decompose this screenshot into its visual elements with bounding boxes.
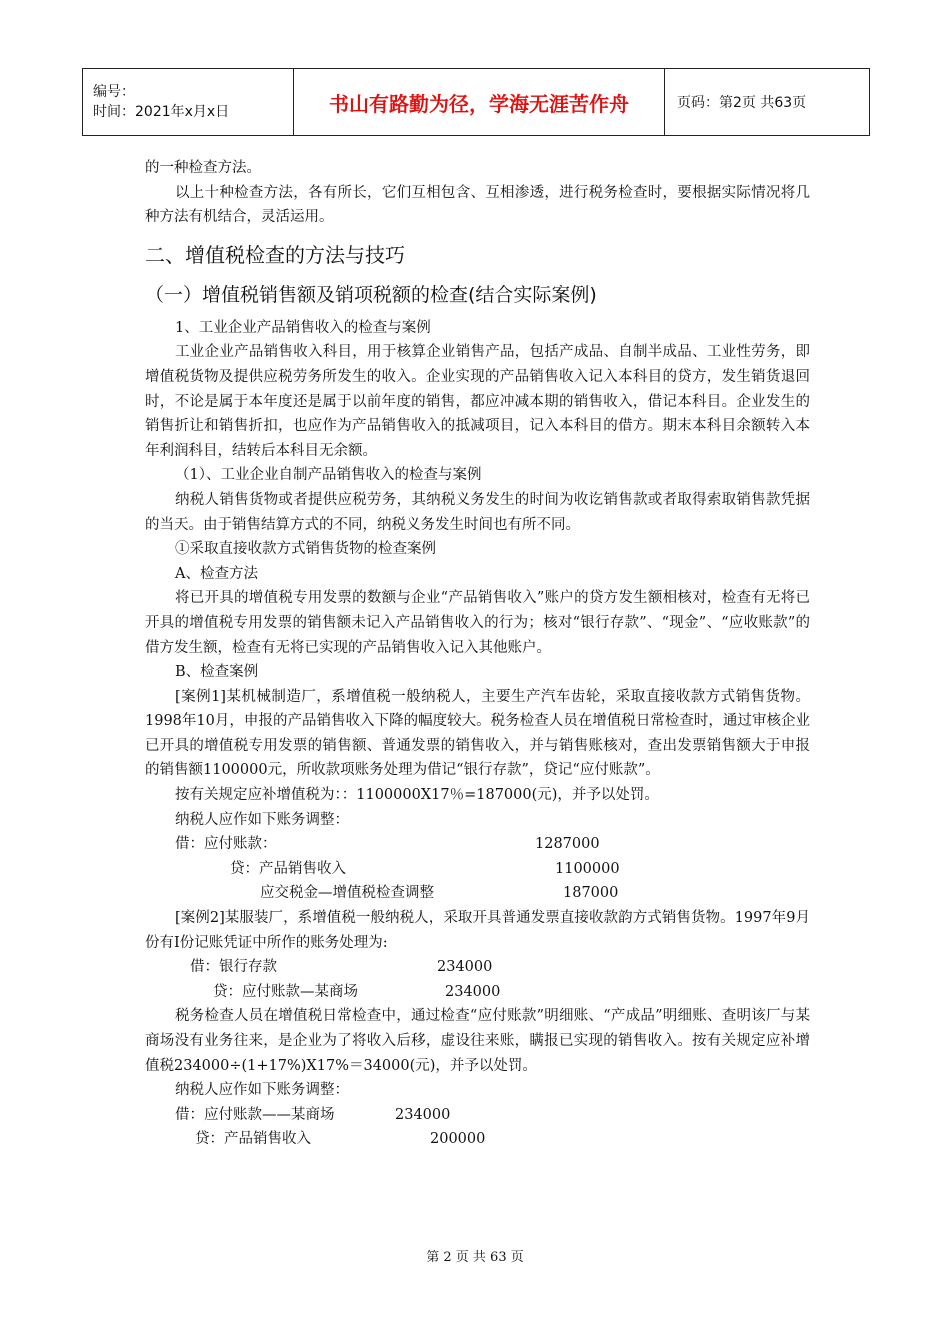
entry-label: 借：银行存款 xyxy=(190,959,277,976)
journal-entry-row xyxy=(145,832,810,857)
paragraph: 纳税人销售货物或者提供应税劳务，其纳税义务发生的时间为收讫销售款或者取得索取销售款凭据的当天。由于销售结算方式的不同，纳税义务发生时间也有所不同。 xyxy=(145,491,810,533)
item-heading: ①采取直接收款方式销售货物的检查案例 xyxy=(175,541,436,558)
paragraph: 按有关规定应补增值税为：：1100000X17％=187000(元)，并予以处罚。 xyxy=(175,787,659,804)
entry-amount: 200000 xyxy=(430,1131,486,1148)
header-motto: 书山有路勤为径，学海无涯苦作舟 xyxy=(294,69,665,136)
entry-amount: 234000 xyxy=(445,983,501,1000)
entry-label: 贷：产品销售收入 xyxy=(195,1131,311,1148)
paragraph: 将已开具的增值税专用发票的数额与企业“产品销售收入”账户的贷方发生额相核对，检查有无将已开具的增值税专用发票的销售额未记入产品销售收入的行为；核对“银行存款”、“现金”、“应收账款”的借方发生额，检查有无将已实现的产品销售收入记入其他账户。 xyxy=(145,590,810,656)
journal-entry-row xyxy=(145,857,810,882)
page-footer: 第 2 页 共 63 页 xyxy=(426,1250,524,1265)
entry-label: 应交税金—增值税检查调整 xyxy=(260,885,434,902)
entry-amount: 1287000 xyxy=(535,836,600,853)
journal-entry-row xyxy=(145,881,810,906)
entry-amount: 1100000 xyxy=(555,860,620,877)
document-body xyxy=(145,156,810,1152)
item-heading: （1）、工业企业自制产品销售收入的检查与案例 xyxy=(175,467,482,484)
paragraph: [案例1]某机械制造厂，系增值税一般纳税人，主要生产汽车齿轮，采取直接收款方式销售货物。1998年10月，申报的产品销售收入下降的幅度较大。税务检查人员在增值税日常检查时，通过审核企业已开具的增值税专用发票的销售额、普通发票的销售收入，并与销售账核对，查出发票销售额大于申报的销售额1100000元，所收款项账务处理为借记“银行存款”，贷记“应付账款”。 xyxy=(145,688,810,779)
entry-amount: 234000 xyxy=(437,959,493,976)
section-heading: 二、增值税检查的方法与技巧 xyxy=(145,242,405,267)
doc-date-label: 时间：2021年x月x日 xyxy=(93,104,230,120)
subsection-heading: （一）增值税销售额及销项税额的检查(结合实际案例) xyxy=(145,283,597,306)
header-left-cell xyxy=(83,69,294,136)
journal-entry-row xyxy=(145,1127,810,1152)
paragraph: 税务检查人员在增值税日常检查中，通过检查“应付账款”明细账、“产成品”明细账、查明该厂与某商场没有业务往来，是企业为了将收入后移，虚设往来账，瞒报已实现的销售收入。按有关规定应补增值税234000÷(1+17%)X17%＝34000(元)，并予以处罚。 xyxy=(145,1008,810,1074)
paragraph: 纳税人应作如下账务调整： xyxy=(175,811,349,828)
item-heading: B、检查案例 xyxy=(175,664,259,681)
paragraph: 工业企业产品销售收入科目，用于核算企业销售产品，包括产成品、自制半成品、工业性劳务，即增值税货物及提供应税劳务所发生的收入。企业实现的产品销售收入记入本科目的贷方，发生销货退回时，不论是属于本年度还是属于以前年度的销售，都应冲减本期的销售收入，借记本科目。企业发生的销售折让和销售折扣，也应作为产品销售收入的抵减项目，记入本科目的借方。期末本科目余额转入本年利润科目，结转后本科目无余额。 xyxy=(145,344,810,459)
paragraph: 的一种检查方法。 xyxy=(145,160,261,176)
header-table xyxy=(82,68,870,136)
paragraph: [案例2]某服装厂，系增值税一般纳税人，采取开具普通发票直接收款韵方式销售货物。1997年9月份有Ⅰ份记账凭证中所作的账务处理为: xyxy=(145,910,810,951)
doc-number-label: 编号： xyxy=(93,84,135,100)
entry-label: 贷：产品销售收入 xyxy=(230,860,346,877)
item-heading: A、检查方法 xyxy=(175,565,258,582)
paragraph: 以上十种检查方法，各有所长，它们互相包含、互相渗透，进行税务检查时，要根据实际情况将几种方法有机结合，灵活运用。 xyxy=(145,184,810,226)
entry-amount: 187000 xyxy=(563,885,619,902)
journal-entry-row xyxy=(145,955,810,980)
entry-label: 贷：应付账款—某商场 xyxy=(213,983,358,1000)
journal-entry-row xyxy=(145,1103,810,1128)
journal-entry-row xyxy=(145,980,810,1005)
entry-label: 借：应付账款： xyxy=(175,836,277,853)
entry-amount: 234000 xyxy=(395,1106,451,1123)
paragraph: 纳税人应作如下账务调整： xyxy=(175,1082,349,1099)
header-page-info: 页码：第2页 共63页 xyxy=(665,69,870,136)
entry-label: 借：应付账款——某商场 xyxy=(175,1106,335,1123)
item-heading: 1、工业企业产品销售收入的检查与案例 xyxy=(175,319,431,336)
